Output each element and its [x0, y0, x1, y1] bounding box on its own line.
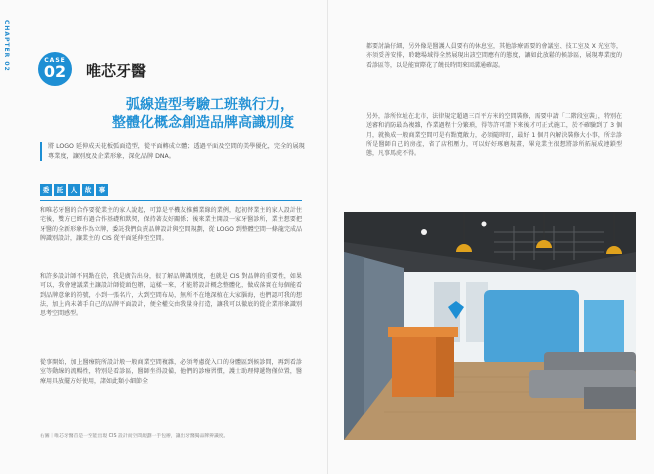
page-spine [327, 0, 328, 474]
clinic-interior-photo [344, 212, 636, 440]
case-number: 02 [43, 62, 67, 81]
case-label: CASE [44, 57, 66, 64]
counter-top [388, 327, 458, 337]
section-label-char: 事 [96, 184, 108, 196]
body-paragraph: 另外，診所位址在北市，法律規定超過三百平方米的空間裝修，需要申請「二階段室裝」，特別在送審和消防最為複雜，作業過程十分繁瑣，得等許可證下來後才可正式施工，於不確驗到了 3 個月，就換成一般商業空間可是有點寬敞力，必須隨時盯，最好 1 個月內解決裝修大小事，所幸診所是醫師自己的房產，省了店租壓力，可以好好琢磨規畫，畢竟業主很想將診所拓展成連鎖型態，凡事馬虎不得。 [366, 113, 622, 158]
body-paragraph: 從事開始，加上醫療院所設計般一般商業空間複雜，必須考慮從入口的身體區到候診間，再到看診室等動線的流暢性，特別是看診區，醫師坐得設備，他們的診療習慣，護士助理傳遞物僅位置，醫療用具放擺方好使用，諸如此類小細節全 [40, 359, 302, 385]
clinic-interior-illustration [344, 212, 636, 440]
headline-line-2: 整體化概念創造品牌高識別度 [112, 115, 294, 131]
body-paragraph: 和唯芯牙醫的合作要從業主的家人說起，可算是平機友推薦業緣的業例，起初替業主的家人設計住宅後，雙方已經有過合作基礎和默契，保持著友好關係；後來業主開設一家牙醫診所，業主想要把牙醫的全新形象作為立牌，委託我們負責品牌設計與空間規劃，從 LOGO 到整體空間一條龍完成品牌識別設計，讓業主的 CIS 從平面延伸至空間。 [40, 207, 302, 242]
case-title: 唯芯牙醫 [86, 62, 147, 80]
headline [54, 96, 294, 132]
section-rule [40, 200, 302, 201]
section-label-char: 人 [68, 184, 80, 196]
section-label-char: 委 [40, 184, 52, 196]
body-paragraph: 和許多設計師不同點在於，我是廣告出身，很了解品牌識別度，也就是 CIS 對品牌的重要性，如果可以，我會建議業主讓設計師從頭包辦，這樣一來，才能將設計概念整體化，做成落實在每個能看到品牌意象的符號，小到一張名片，大到空間布局，無所不在地深植在大家腦海，也們認可我的想法，加上尚未著手自己的品牌平面設計，便全權交由我量身打造，讓我可以徹底的從企業形象識別思考空間感型。 [40, 273, 302, 318]
case-badge [38, 52, 72, 86]
section-label-char: 故 [82, 184, 94, 196]
intro-text: 將 LOGO 延伸成天花板弧面造型，從平面轉成立體；透過平面及空間的美學優化，完全的展現專業度，讓別度及企業形象，深化品牌 DNA。 [40, 142, 310, 161]
body-paragraph: 都要討論仔細，另外像是醫護人員要有的休息室，其他診療需要的會議室、技工室及 X 光室等，亦須妥善安排，聆聽場域得全然展現出該空間應有的態度，讓如此放鬆的候診區，展現專業度的看診區等，以是能實際花了饒長時間來回溝通確認。 [366, 43, 622, 69]
chapter-label: CHAPTER 02 [3, 20, 10, 72]
blue-panel [584, 300, 624, 360]
photo-caption: 右圖｜唯芯牙醫首是一至能出現 CIS 設計而空間規劃一手包辦，讓出牙醫獨品牌辨識度。 [40, 434, 229, 439]
section-label-char: 託 [54, 184, 66, 196]
chapter-side-tab [0, 0, 18, 474]
section-label [40, 184, 108, 196]
headline-line-1: 弧線造型考驗工班執行力， [126, 97, 294, 113]
